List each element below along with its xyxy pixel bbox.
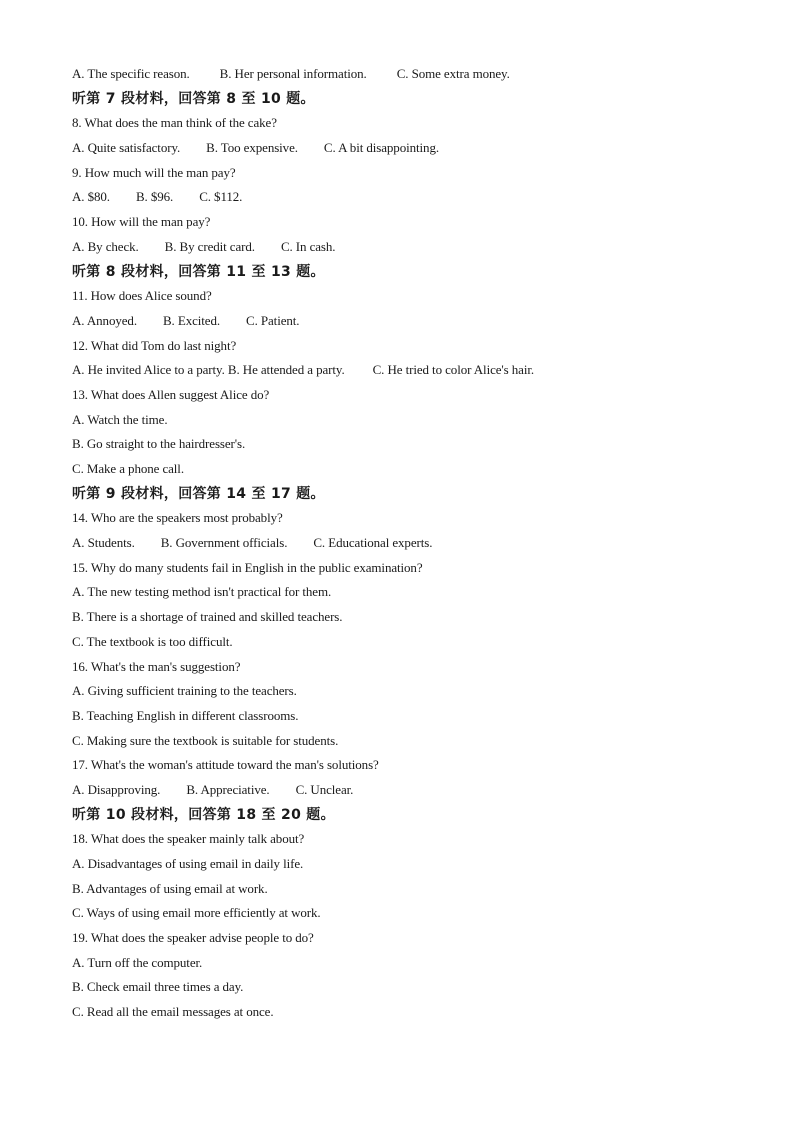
- q9-options: [72, 185, 762, 210]
- q19-option-b: B. Check email three times a day.: [72, 979, 244, 995]
- q11-options: [72, 309, 762, 334]
- section-10-heading: 听第 10 段材料，回答第 18 至 20 题。: [72, 806, 335, 823]
- q15-option-a: A. The new testing method isn't practical for them.: [72, 584, 332, 600]
- q8-options: [72, 136, 762, 161]
- q14-options: [72, 531, 762, 556]
- q15-option-c: C. The textbook is too difficult.: [72, 633, 233, 649]
- q9-option-c: C. $112.: [199, 189, 243, 205]
- q19-option-a: A. Turn off the computer.: [72, 954, 203, 970]
- q7-option-a: A. The specific reason.: [72, 66, 190, 81]
- q10-option-c: C. In cash.: [280, 238, 336, 254]
- q15-option-b: B. There is a shortage of trained and skilled teachers.: [72, 609, 343, 625]
- q7-option-b: B. Her personal information.: [219, 66, 367, 81]
- q8-option-c: C. A bit disappointing.: [323, 140, 439, 156]
- q12-options: [72, 358, 762, 383]
- q18-option-c: C. Ways of using email more efficiently at work.: [72, 905, 321, 921]
- q10-question: 10. How will the man pay?: [72, 214, 211, 230]
- q17-option-c: C. Unclear.: [295, 781, 354, 797]
- q14-option-a: A. Students.: [72, 535, 135, 551]
- q7-options: [72, 62, 762, 87]
- q14-option-c: C. Educational experts.: [313, 535, 433, 551]
- q9-option-b: B. $96.: [135, 189, 174, 205]
- q13-question: 13. What does Allen suggest Alice do?: [72, 386, 270, 402]
- section-8-heading: 听第 8 段材料，回答第 11 至 13 题。: [72, 263, 325, 280]
- q11-question: 11. How does Alice sound?: [72, 288, 212, 304]
- q13-option-c: C. Make a phone call.: [72, 461, 184, 476]
- q9-option-a: A. $80.: [72, 189, 110, 205]
- q10-option-b: B. By credit card.: [164, 238, 255, 254]
- q18-option-a: A. Disadvantages of using email in daily life.: [72, 856, 304, 871]
- q18-question: 18. What does the speaker mainly talk about?: [72, 831, 305, 847]
- q8-option-b: B. Too expensive.: [206, 140, 298, 156]
- q13-option-b: B. Go straight to the hairdresser's.: [72, 436, 246, 452]
- q8-option-a: A. Quite satisfactory.: [72, 140, 181, 156]
- q7-option-c: C. Some extra money.: [396, 66, 510, 81]
- q11-option-a: A. Annoyed.: [72, 312, 137, 328]
- q17-question: 17. What's the woman's attitude toward the man's solutions?: [72, 757, 379, 773]
- section-7-heading: 听第 7 段材料，回答第 8 至 10 题。: [72, 90, 315, 107]
- q16-option-b: B. Teaching English in different classrooms.: [72, 707, 299, 723]
- q13-option-a: A. Watch the time.: [72, 411, 168, 427]
- q18-option-b: B. Advantages of using email at work.: [72, 880, 268, 896]
- exam-page: [72, 62, 762, 1025]
- q12-option-b: B. He attended a party.: [227, 362, 345, 378]
- q12-option-c: C. He tried to color Alice's hair.: [372, 362, 535, 378]
- q17-option-a: A. Disapproving.: [72, 781, 161, 797]
- q16-option-a: A. Giving sufficient training to the teachers.: [72, 683, 297, 699]
- q19-question: 19. What does the speaker advise people to do?: [72, 930, 314, 946]
- q9-question: 9. How much will the man pay?: [72, 164, 236, 180]
- q10-option-a: A. By check.: [72, 238, 139, 254]
- q11-option-c: C. Patient.: [246, 312, 300, 328]
- q12-option-a: A. He invited Alice to a party.: [72, 362, 225, 378]
- q17-options: [72, 778, 762, 803]
- q16-option-c: C. Making sure the textbook is suitable for students.: [72, 732, 339, 748]
- q8-question: 8. What does the man think of the cake?: [72, 115, 277, 131]
- section-9-heading: 听第 9 段材料，回答第 14 至 17 题。: [72, 485, 325, 502]
- q14-option-b: B. Government officials.: [160, 535, 288, 551]
- q11-option-b: B. Excited.: [162, 312, 221, 328]
- q16-question: 16. What's the man's suggestion?: [72, 658, 241, 674]
- q14-question: 14. Who are the speakers most probably?: [72, 510, 283, 526]
- q17-option-b: B. Appreciative.: [186, 781, 270, 797]
- q10-options: [72, 235, 762, 260]
- q15-question: 15. Why do many students fail in English in the public examination?: [72, 559, 423, 575]
- q12-question: 12. What did Tom do last night?: [72, 337, 237, 353]
- q19-option-c: C. Read all the email messages at once.: [72, 1004, 274, 1020]
